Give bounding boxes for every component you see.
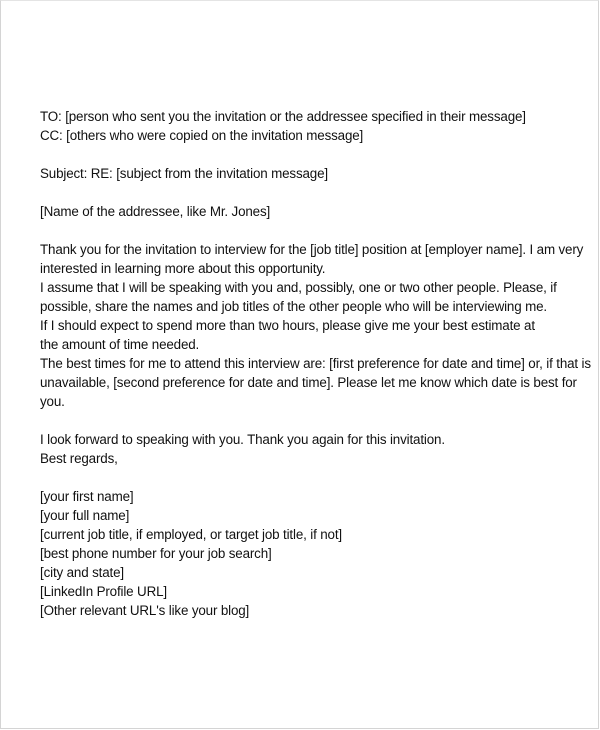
body-line: unavailable, [second preference for date and time]. Please let me know which date is best for	[40, 375, 577, 390]
signature-first-name: [your first name]	[40, 489, 134, 504]
sign-off-line: Best regards,	[40, 451, 118, 466]
signature-job-title: [current job title, if employed, or target job title, if not]	[40, 527, 342, 542]
paragraph-gap	[40, 468, 580, 487]
to-line: TO: [person who sent you the invitation or the addressee specified in their message]	[40, 109, 526, 124]
paragraph-gap	[40, 145, 580, 164]
letter-body	[40, 107, 591, 620]
paragraph-gap	[40, 221, 580, 240]
signature-city-state: [city and state]	[40, 565, 124, 580]
cc-line: CC: [others who were copied on the invitation message]	[40, 128, 364, 143]
body-line: you.	[40, 394, 65, 409]
body-line: interested in learning more about this opportunity.	[40, 261, 326, 276]
signature-full-name: [your full name]	[40, 508, 130, 523]
body-line: I assume that I will be speaking with you and, possibly, one or two other people. Please, if	[40, 280, 557, 295]
paragraph-gap	[40, 411, 580, 430]
salutation-line: [Name of the addressee, like Mr. Jones]	[40, 204, 271, 219]
paragraph-gap	[40, 183, 580, 202]
closing-line: I look forward to speaking with you. Thank you again for this invitation.	[40, 432, 445, 447]
body-line: possible, share the names and job titles of the other people who will be interviewing me.	[40, 299, 547, 314]
body-line: the amount of time needed.	[40, 337, 200, 352]
signature-linkedin: [LinkedIn Profile URL]	[40, 584, 167, 599]
body-line: If I should expect to spend more than two hours, please give me your best estimate at	[40, 318, 535, 333]
body-line: Thank you for the invitation to interview for the [job title] position at [employer name]. I am very	[40, 242, 584, 257]
body-line: The best times for me to attend this interview are: [first preference for date and time] or, if that is	[40, 356, 591, 371]
signature-other-url: [Other relevant URL's like your blog]	[40, 603, 250, 618]
signature-phone: [best phone number for your job search]	[40, 546, 272, 561]
subject-line: Subject: RE: [subject from the invitation message]	[40, 166, 328, 181]
